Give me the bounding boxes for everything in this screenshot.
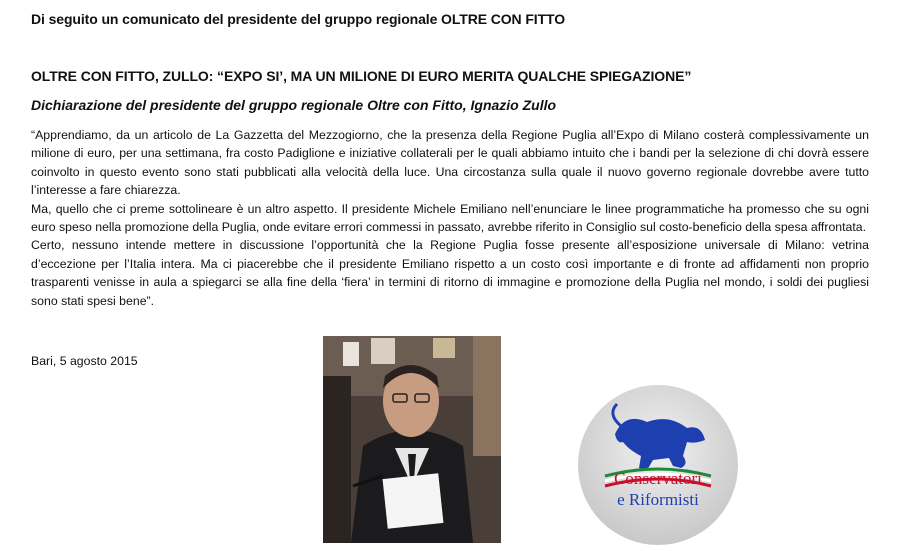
press-release-body [31,126,869,310]
paragraph-2: Ma, quello che ci preme sottolineare è un altro aspetto. Il presidente Michele Emiliano nell’enunciare le linee programmatiche ha promesso che su ogni euro speso nella promozione della Puglia, onde evitare errori commessi in passato, avrebbe riferito in Consiglio sul costo-beneficio della spesa affrontata. [31,201,869,235]
logo-line-2: e Riformisti [617,490,699,509]
party-logo-emblem [577,384,739,546]
speaker-photo [323,336,501,543]
press-release-subheadline: Dichiarazione del presidente del gruppo regionale Oltre con Fitto, Ignazio Zullo [31,97,557,113]
intro-line: Di seguito un comunicato del presidente del gruppo regionale OLTRE CON FITTO [31,11,566,27]
press-release-headline: OLTRE CON FITTO, ZULLO: “EXPO SI’, MA UN MILIONE DI EURO MERITA QUALCHE SPIEGAZIONE” [31,68,692,84]
paragraph-1: “Apprendiamo, da un articolo de La Gazzetta del Mezzogiorno, che la presenza della Regione Puglia all’Expo di Milano costerà complessivamente un milione di euro, per una settimana, fra costo Padiglione e iniziative collaterali per le quali abbiamo intuito che i bandi per la selezione di chi dovrà essere coinvolto in questo evento sono stati pubblicati alla velocità della luce. Una circostanza sulla quale il nuovo governo regionale dovrebbe avere tutto l’interesse a fare chiarezza. [31,128,869,198]
conservatori-riformisti-logo [577,384,739,546]
speaker-photo-illustration [323,336,501,543]
paragraph-3: Certo, nessuno intende mettere in discussione l’opportunità che la Regione Puglia fosse presente all’esposizione universale di Milano: vetrina d’eccezione per l’Italia intera. Ma ci piacerebbe che il presidente Emiliano rispetto a un costo così importante e di fronte ad affidamenti non proprio trasparenti venisse in aula a spiegarci se alla fine della ‘fiera’ in termini di ritorno di immagine e promozione della Puglia nel mondo, i soldi dei pugliesi sono stati spesi bene”. [31,238,869,308]
dateline: Bari, 5 agosto 2015 [31,354,138,368]
logo-line-1: Conservatori [614,469,702,488]
